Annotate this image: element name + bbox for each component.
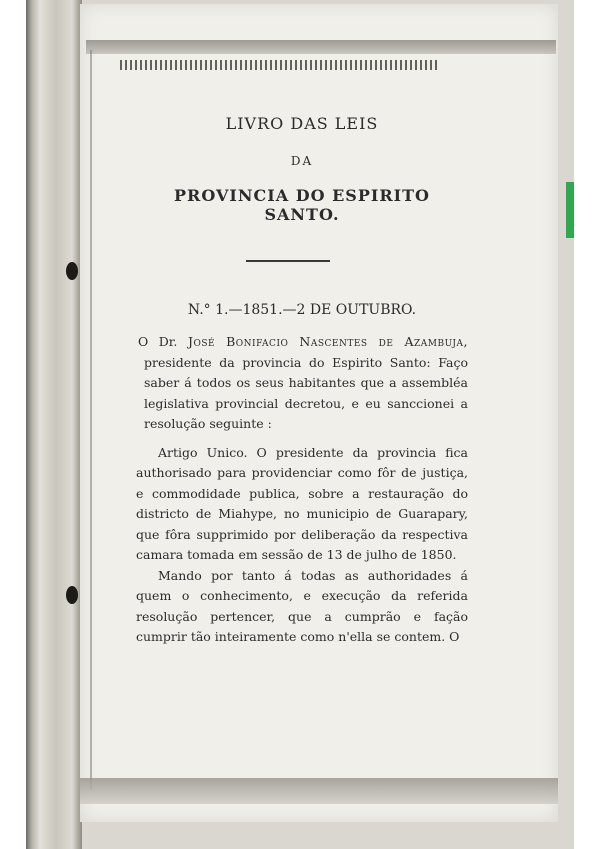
document-body [136,332,468,648]
paragraph-1-text: presidente da provincia do Espirito Santo: Faço saber á todos os seus habitantes que a assembléa legislativa provincial decretou, e eu sanccionei a resolução seguinte : [144,354,468,431]
document-title-line-2: DA [290,154,314,168]
binding-hole-lower [66,586,78,604]
page-fold-line [90,50,92,790]
perforation-marks [120,60,440,70]
page-bottom-shadow [80,778,558,804]
law-heading: N.° 1.—1851.—2 DE OUTUBRO. [187,302,417,318]
document-title-line-1: LIVRO DAS LEIS [225,114,379,133]
president-name: José Bonifacio Nascentes de Azambuja, [187,334,468,349]
paragraph-3: Mando por tanto á todas as authoridades á quem o conhecimento, e execução da referida resolução pertencer, que a cumprão e fação cumprir tão inteiramente como n'ella se contem. O [136,567,468,644]
paragraph-1 [136,332,468,435]
document-title-line-3: PROVINCIA DO ESPIRITO SANTO. [174,186,430,224]
title-divider-rule [246,260,330,262]
paragraph-1-lead: O Dr. [138,334,188,349]
page-top-shadow [86,40,556,54]
paragraph-2: Artigo Unico. O presidente da provincia fica authorisado para providenciar como fôr de justiça, e commodidade publica, sobre a restauração do districto de Miahype, no municipio de Guarapary, que fôra supprimido por deliberação da respectiva camara tomada em sessão de 13 de julho de 1850. [136,444,468,562]
green-bookmark-tab [566,182,574,238]
book-spine-edge [26,0,82,849]
binding-hole-upper [66,262,78,280]
